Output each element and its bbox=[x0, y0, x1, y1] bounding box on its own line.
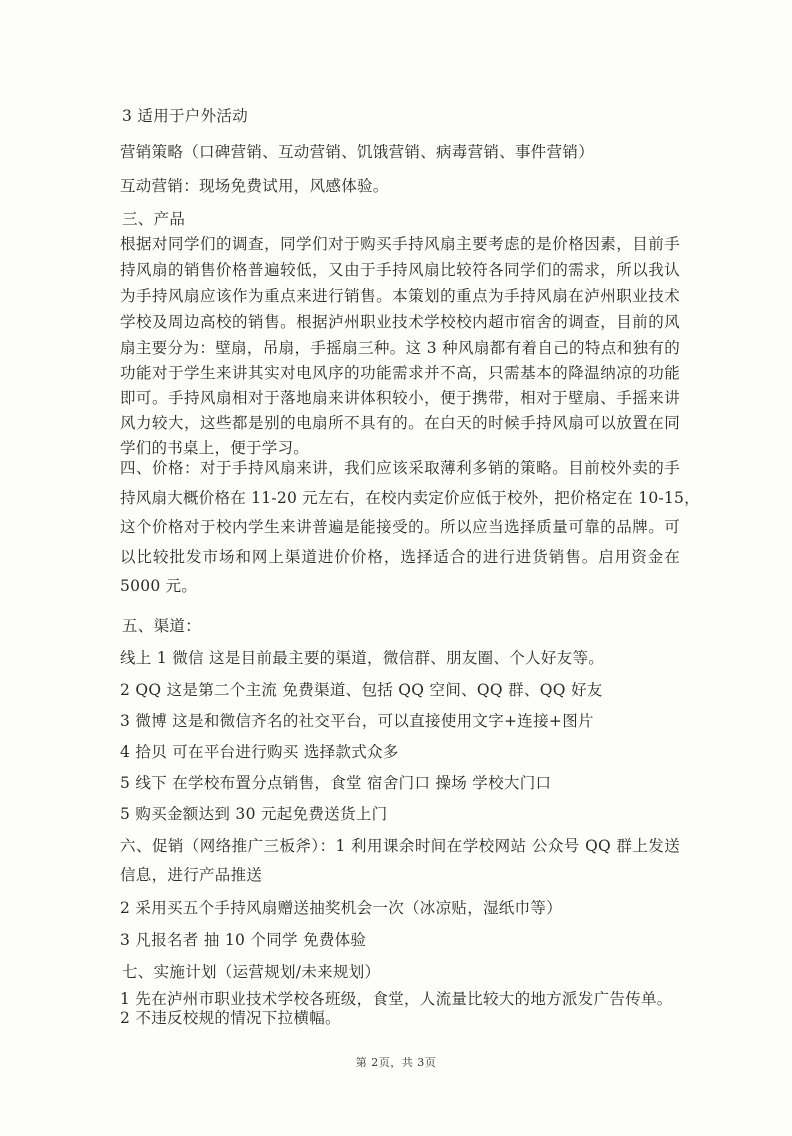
price-paragraph-line: 以比较批发市场和网上渠道进价价格，选择适合的进行进货销售。启用资金在 bbox=[120, 548, 680, 566]
price-paragraph-line: 持风扇大概价格在 11-20 元左右，在校内卖定价应低于校外，把价格定在 10-15， bbox=[120, 489, 700, 507]
intro-line-1: 3 适用于户外活动 bbox=[122, 107, 248, 125]
paragraph-line: 为手持风扇应该作为重点来进行销售。本策划的重点为手持风扇在泸州职业技术 bbox=[120, 287, 680, 305]
promotion-line: 3 凡报名者 抽 10 个同学 免费体验 bbox=[120, 931, 367, 949]
price-paragraph-line: 这个价格对于校内学生来讲普遍是能接受的。所以应当选择质量可靠的品牌。可 bbox=[120, 518, 680, 536]
channel-item: 2 QQ 这是第二个主流 免费渠道、包括 QQ 空间、QQ 群、QQ 好友 bbox=[120, 681, 603, 699]
page-number-footer: 第 2页，共 3页 bbox=[355, 1056, 437, 1069]
paragraph-line: 根据对同学们的调查，同学们对于购买手持风扇主要考虑的是价格因素，目前手 bbox=[120, 235, 680, 253]
plan-line: 1 先在泸州市职业技术学校各班级，食堂，人流量比较大的地方派发广告传单。 bbox=[120, 990, 673, 1008]
channel-item: 5 线下 在学校布置分点销售，食堂 宿舍门口 操场 学校大门口 bbox=[120, 774, 552, 792]
channel-item: 3 微博 这是和微信齐名的社交平台，可以直接使用文字+连接+图片 bbox=[120, 712, 594, 730]
paragraph-line: 学校及周边高校的销售。根据泸州职业技术学校校内超市宿舍的调查，目前的风 bbox=[120, 313, 680, 331]
section-heading-product: 三、产品 bbox=[122, 210, 186, 228]
plan-line: 2 不违反校规的情况下拉横幅。 bbox=[120, 1009, 341, 1027]
channel-item: 4 拾贝 可在平台进行购买 选择款式众多 bbox=[120, 743, 399, 761]
channel-item: 线上 1 微信 这是目前最主要的渠道，微信群、朋友圈、个人好友等。 bbox=[120, 649, 605, 667]
promotion-line: 六、促销（网络推广三板斧）：1 利用课余时间在学校网站 公众号 QQ 群上发送 bbox=[120, 837, 680, 855]
price-paragraph-line: 5000 元。 bbox=[120, 577, 198, 595]
intro-line-3: 互动营销：现场免费试用，风感体验。 bbox=[120, 177, 389, 195]
section-heading-channel: 五、渠道： bbox=[122, 617, 202, 635]
paragraph-line: 学们的书桌上，便于学习。 bbox=[120, 439, 310, 457]
paragraph-line: 即可。手持风扇相对于落地扇来讲体积较小，便于携带，相对于壁扇、手摇来讲 bbox=[120, 389, 680, 407]
paragraph-line: 持风扇的销售价格普遍较低，又由于手持风扇比较符各同学们的需求，所以我认 bbox=[120, 261, 680, 279]
paragraph-line: 扇主要分为：壁扇，吊扇，手摇扇三种。这 3 种风扇都有着自己的特点和独有的 bbox=[120, 339, 680, 357]
channel-item: 5 购买金额达到 30 元起免费送货上门 bbox=[120, 805, 388, 823]
section-heading-plan: 七、实施计划（运营规划/未来规划） bbox=[122, 963, 381, 981]
promotion-line: 信息，进行产品推送 bbox=[120, 866, 263, 884]
paragraph-line: 功能对于学生来讲其实对电风序的功能需求并不高，只需基本的降温纳凉的功能 bbox=[120, 364, 680, 382]
paragraph-line: 风力较大，这些都是别的电扇所不具有的。在白天的时候手持风扇可以放置在同 bbox=[120, 414, 680, 432]
intro-line-2: 营销策略（口碑营销、互动营销、饥饿营销、病毒营销、事件营销） bbox=[120, 143, 595, 161]
price-paragraph-line: 四、价格：对于手持风扇来讲，我们应该采取薄利多销的策略。目前校外卖的手 bbox=[120, 459, 680, 477]
promotion-line: 2 采用买五个手持风扇赠送抽奖机会一次（冰凉贴，湿纸巾等） bbox=[120, 899, 562, 917]
